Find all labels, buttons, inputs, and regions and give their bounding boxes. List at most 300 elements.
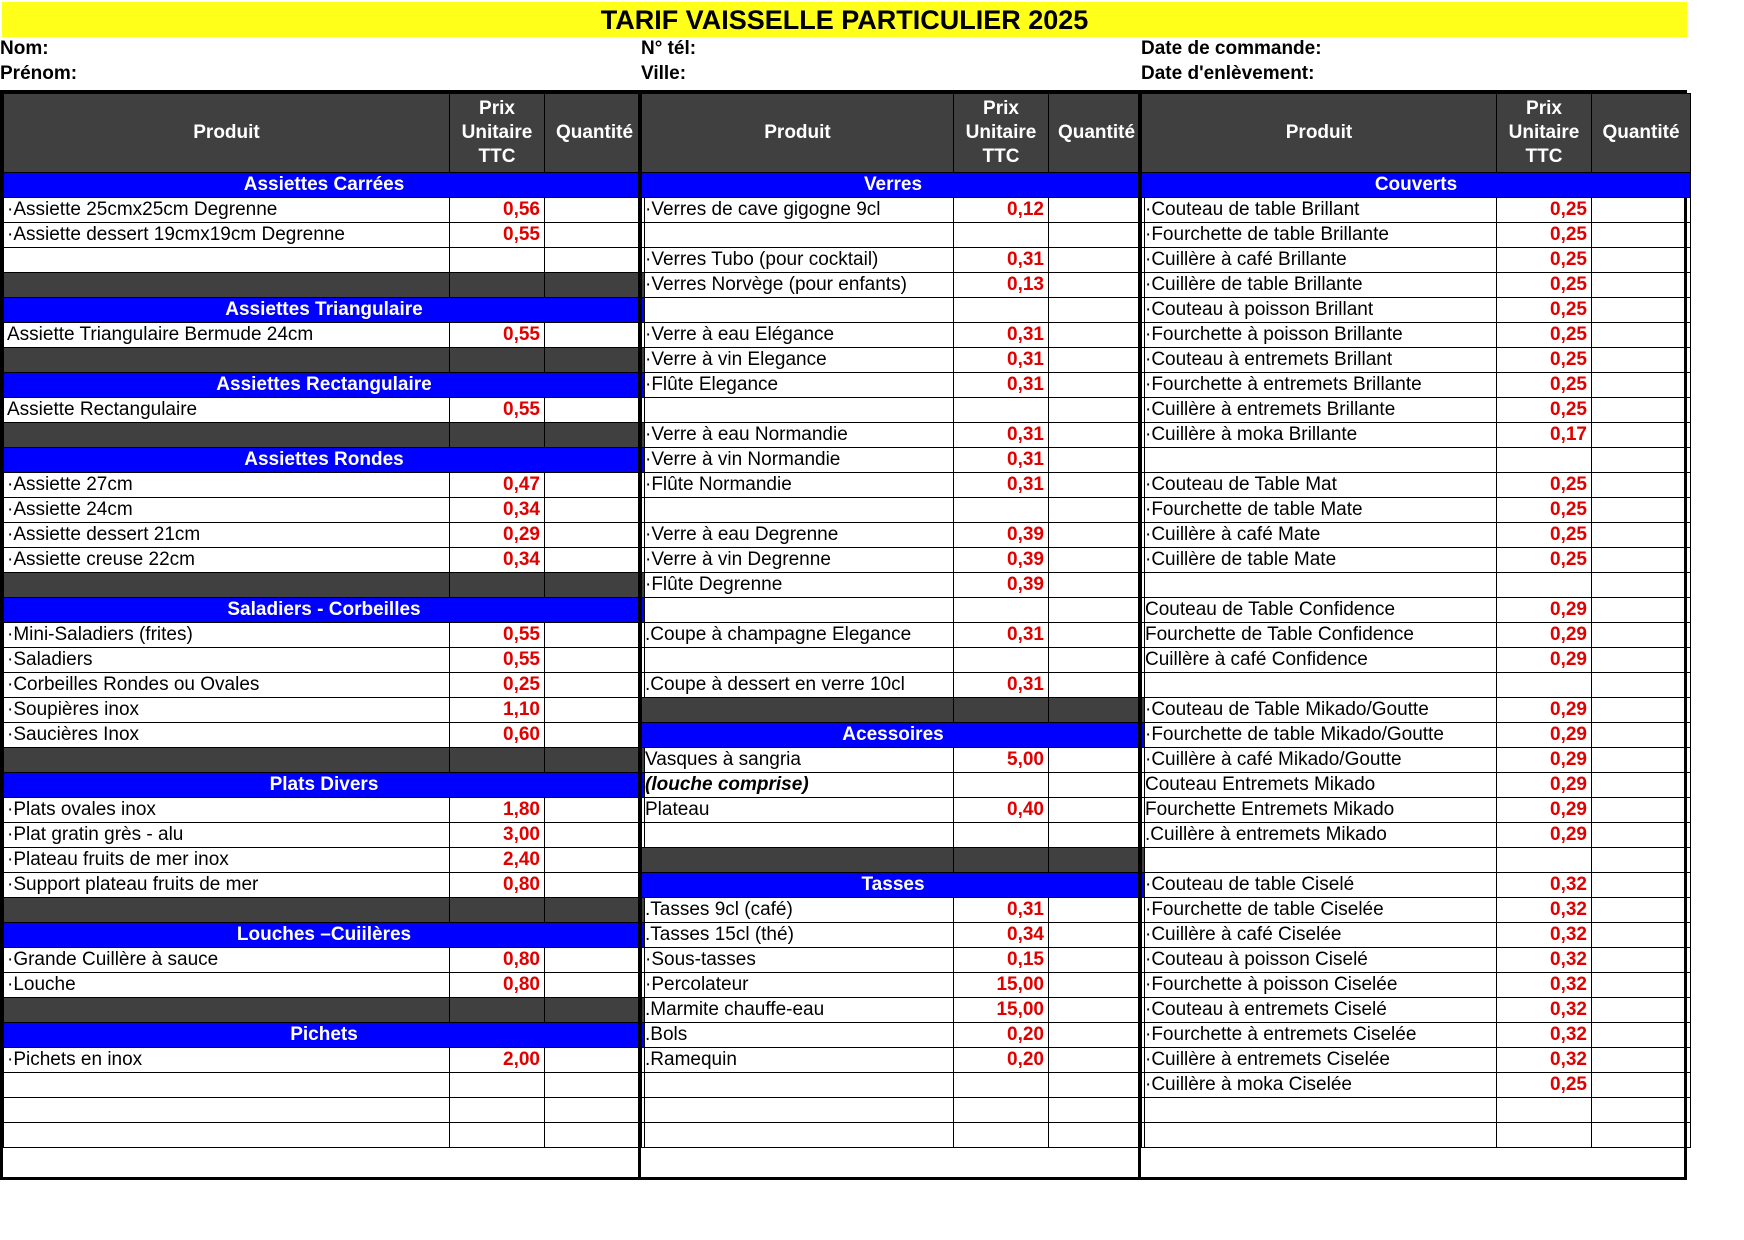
empty-price-cell	[954, 223, 1049, 248]
empty-price-cell	[1497, 448, 1592, 473]
quantity-cell[interactable]	[1592, 423, 1691, 448]
quantity-cell[interactable]	[545, 398, 645, 423]
product-name: ·Sous-tasses	[642, 948, 954, 973]
product-name: ·Plat gratin grès - alu	[4, 823, 450, 848]
quantity-cell[interactable]	[1592, 648, 1691, 673]
quantity-cell[interactable]	[545, 823, 645, 848]
product-name: Couteau Entremets Mikado	[1142, 773, 1497, 798]
unit-price: 0,17	[1497, 423, 1592, 448]
unit-price: 0,60	[450, 723, 545, 748]
quantity-cell[interactable]	[1592, 973, 1691, 998]
table-header-row	[642, 94, 1145, 173]
quantity-cell[interactable]	[1592, 198, 1691, 223]
separator-cell	[4, 348, 450, 373]
unit-price: 0,31	[954, 248, 1049, 273]
unit-price: 0,29	[1497, 823, 1592, 848]
quantity-cell[interactable]	[1592, 373, 1691, 398]
product-row	[1142, 648, 1691, 673]
empty-product-cell	[642, 1073, 954, 1098]
unit-price: 0,29	[1497, 798, 1592, 823]
quantity-cell[interactable]	[1049, 423, 1145, 448]
quantity-cell[interactable]	[1049, 348, 1145, 373]
quantity-cell[interactable]	[1592, 723, 1691, 748]
product-row	[1142, 948, 1691, 973]
unit-price: 0,25	[1497, 1073, 1592, 1098]
quantity-cell[interactable]	[1049, 323, 1145, 348]
quantity-cell[interactable]	[1049, 473, 1145, 498]
quantity-cell[interactable]	[545, 223, 645, 248]
product-row	[642, 998, 1145, 1023]
quantity-cell[interactable]	[1592, 498, 1691, 523]
unit-price: 0,29	[1497, 698, 1592, 723]
product-name: ·Cuillère à entremets Brillante	[1142, 398, 1497, 423]
product-name: ·Plateau fruits de mer inox	[4, 848, 450, 873]
quantity-cell[interactable]	[1592, 673, 1691, 698]
quantity-cell[interactable]	[545, 673, 645, 698]
empty-row	[1142, 573, 1691, 598]
quantity-cell[interactable]	[545, 1048, 645, 1073]
separator-cell	[545, 573, 645, 598]
quantity-cell[interactable]	[1049, 1098, 1145, 1123]
product-name: ·Couteau de Table Mikado/Goutte	[1142, 698, 1497, 723]
empty-row	[1142, 1098, 1691, 1123]
quantity-cell[interactable]	[1592, 923, 1691, 948]
quantity-cell[interactable]	[1592, 873, 1691, 898]
product-row	[1142, 1023, 1691, 1048]
quantity-cell[interactable]	[1049, 773, 1145, 798]
quantity-cell[interactable]	[1049, 998, 1145, 1023]
separator-cell	[642, 848, 954, 873]
quantity-cell[interactable]	[1592, 598, 1691, 623]
product-name: ·Fourchette à poisson Ciselée	[1142, 973, 1497, 998]
unit-price: 0,25	[1497, 273, 1592, 298]
empty-row	[642, 298, 1145, 323]
unit-price: 0,29	[1497, 773, 1592, 798]
product-name: Couteau de Table Confidence	[1142, 598, 1497, 623]
empty-row	[642, 1123, 1145, 1148]
quantity-cell[interactable]	[1049, 298, 1145, 323]
unit-price: 0,32	[1497, 1048, 1592, 1073]
product-name: .Cuillère à entremets Mikado	[1142, 823, 1497, 848]
section-tasses	[642, 873, 1145, 898]
unit-price: 0,80	[450, 973, 545, 998]
quantity-cell[interactable]	[1049, 823, 1145, 848]
separator-row	[642, 848, 1145, 873]
product-row	[4, 948, 645, 973]
quantity-cell[interactable]	[1592, 448, 1691, 473]
header-prix-line: Unitaire	[965, 122, 1037, 143]
quantity-cell[interactable]	[1049, 623, 1145, 648]
quantity-cell[interactable]	[1049, 273, 1145, 298]
unit-price	[954, 773, 1049, 798]
empty-product-cell	[642, 823, 954, 848]
product-name: .Tasses 15cl (thé)	[642, 923, 954, 948]
product-name: ·Cuillère à café Mikado/Goutte	[1142, 748, 1497, 773]
quantity-cell[interactable]	[545, 648, 645, 673]
empty-product-cell	[642, 598, 954, 623]
quantity-cell[interactable]	[1592, 898, 1691, 923]
unit-price: 0,25	[1497, 398, 1592, 423]
product-row	[1142, 223, 1691, 248]
separator-cell	[450, 898, 545, 923]
quantity-cell[interactable]	[545, 1098, 645, 1123]
quantity-cell[interactable]	[1592, 523, 1691, 548]
header-prix-line: TTC	[478, 146, 516, 167]
quantity-cell[interactable]	[545, 698, 645, 723]
product-row	[4, 973, 645, 998]
unit-price: 0,31	[954, 423, 1049, 448]
header-prix-line: TTC	[1525, 146, 1563, 167]
empty-row	[4, 1073, 645, 1098]
product-row	[1142, 698, 1691, 723]
product-row	[642, 373, 1145, 398]
quantity-cell[interactable]	[1049, 948, 1145, 973]
product-row	[1142, 273, 1691, 298]
quantity-cell[interactable]	[545, 548, 645, 573]
unit-price: 0,31	[954, 623, 1049, 648]
quantity-cell[interactable]	[1592, 698, 1691, 723]
product-name: ·Cuillère à café Brillante	[1142, 248, 1497, 273]
product-row	[4, 198, 645, 223]
quantity-cell[interactable]	[545, 323, 645, 348]
quantity-cell[interactable]	[1592, 323, 1691, 348]
quantity-cell[interactable]	[1049, 673, 1145, 698]
empty-product-cell	[4, 248, 450, 273]
empty-product-cell	[642, 1123, 954, 1148]
product-row	[1142, 348, 1691, 373]
unit-price: 0,34	[450, 498, 545, 523]
separator-cell	[4, 273, 450, 298]
empty-price-cell	[954, 1073, 1049, 1098]
unit-price: 0,55	[450, 398, 545, 423]
unit-price: 0,32	[1497, 998, 1592, 1023]
unit-price: 0,55	[450, 623, 545, 648]
product-name: ·Fourchette à poisson Brillante	[1142, 323, 1497, 348]
product-name: ·Flûte Elegance	[642, 373, 954, 398]
unit-price: 2,00	[450, 1048, 545, 1073]
quantity-cell[interactable]	[1592, 1098, 1691, 1123]
product-row	[1142, 798, 1691, 823]
quantity-cell[interactable]	[545, 473, 645, 498]
product-row	[642, 948, 1145, 973]
unit-price: 0,34	[954, 923, 1049, 948]
product-row	[1142, 323, 1691, 348]
product-name: ·Fourchette à entremets Ciselée	[1142, 1023, 1497, 1048]
header-prix-unitaire-ttc	[954, 94, 1049, 173]
quantity-cell[interactable]	[1049, 548, 1145, 573]
unit-price: 0,47	[450, 473, 545, 498]
product-row	[4, 823, 645, 848]
quantity-cell[interactable]	[1049, 648, 1145, 673]
product-name: ·Plats ovales inox	[4, 798, 450, 823]
separator-cell	[545, 423, 645, 448]
quantity-cell[interactable]	[1049, 248, 1145, 273]
product-row	[1142, 1048, 1691, 1073]
unit-price: 0,25	[1497, 198, 1592, 223]
empty-product-cell	[642, 298, 954, 323]
separator-cell	[545, 748, 645, 773]
empty-product-cell	[1142, 1123, 1497, 1148]
quantity-cell[interactable]	[1049, 1123, 1145, 1148]
unit-price: 0,25	[1497, 323, 1592, 348]
quantity-cell[interactable]	[1592, 798, 1691, 823]
product-row	[1142, 723, 1691, 748]
product-row	[1142, 373, 1691, 398]
quantity-cell[interactable]	[1592, 998, 1691, 1023]
product-row	[4, 473, 645, 498]
empty-product-cell	[642, 398, 954, 423]
separator-cell	[4, 573, 450, 598]
unit-price: 0,31	[954, 473, 1049, 498]
product-row	[642, 348, 1145, 373]
section-louches-cuiileres	[4, 923, 645, 948]
separator-cell	[450, 423, 545, 448]
separator-cell	[450, 273, 545, 298]
product-name: ·Couteau à poisson Ciselé	[1142, 948, 1497, 973]
section-assiettes-triangulaire	[4, 298, 645, 323]
unit-price: 0,80	[450, 873, 545, 898]
unit-price: 5,00	[954, 748, 1049, 773]
quantity-cell[interactable]	[545, 848, 645, 873]
separator-row	[4, 748, 645, 773]
separator-row	[4, 898, 645, 923]
product-row	[642, 623, 1145, 648]
quantity-cell[interactable]	[1049, 923, 1145, 948]
unit-price: 0,39	[954, 573, 1049, 598]
quantity-cell[interactable]	[1592, 1073, 1691, 1098]
empty-row	[642, 1098, 1145, 1123]
quantity-cell[interactable]	[1592, 848, 1691, 873]
quantity-cell[interactable]	[1049, 598, 1145, 623]
unit-price: 0,25	[1497, 248, 1592, 273]
header-quantite: Quantité	[1049, 94, 1145, 173]
product-row	[642, 248, 1145, 273]
empty-price-cell	[954, 498, 1049, 523]
quantity-cell[interactable]	[545, 623, 645, 648]
product-name: (louche comprise)	[642, 773, 954, 798]
product-row	[1142, 473, 1691, 498]
product-name: ·Louche	[4, 973, 450, 998]
empty-price-cell	[1497, 573, 1592, 598]
quantity-cell[interactable]	[1592, 773, 1691, 798]
product-name: ·Fourchette de table Mate	[1142, 498, 1497, 523]
quantity-cell[interactable]	[1592, 1048, 1691, 1073]
product-row	[642, 573, 1145, 598]
product-name: .Ramequin	[642, 1048, 954, 1073]
empty-price-cell	[1497, 1098, 1592, 1123]
product-row	[1142, 898, 1691, 923]
product-name: ·Mini-Saladiers (frites)	[4, 623, 450, 648]
separator-cell	[545, 273, 645, 298]
quantity-cell[interactable]	[545, 873, 645, 898]
quantity-cell[interactable]	[1592, 573, 1691, 598]
quantity-cell[interactable]	[1049, 373, 1145, 398]
product-row	[642, 798, 1145, 823]
quantity-cell[interactable]	[1592, 1023, 1691, 1048]
product-name: ·Assiette 25cmx25cm Degrenne	[4, 198, 450, 223]
quantity-cell[interactable]	[1049, 223, 1145, 248]
section-title: Plats Divers	[4, 773, 645, 798]
unit-price: 0,55	[450, 648, 545, 673]
quantity-cell[interactable]	[1049, 1073, 1145, 1098]
quantity-cell[interactable]	[1592, 823, 1691, 848]
header-quantite: Quantité	[545, 94, 645, 173]
empty-row	[4, 1098, 645, 1123]
empty-product-cell	[4, 1073, 450, 1098]
product-row	[642, 548, 1145, 573]
page-title: TARIF VAISSELLE PARTICULIER 2025	[2, 2, 1687, 37]
product-name: ·Couteau à entremets Ciselé	[1142, 998, 1497, 1023]
product-row	[4, 723, 645, 748]
quantity-cell[interactable]	[1049, 498, 1145, 523]
product-row	[4, 323, 645, 348]
quantity-cell[interactable]	[545, 1073, 645, 1098]
empty-price-cell	[1497, 848, 1592, 873]
unit-price: 0,29	[1497, 723, 1592, 748]
product-name: ·Verre à eau Elégance	[642, 323, 954, 348]
product-row	[1142, 773, 1691, 798]
quantity-cell[interactable]	[545, 948, 645, 973]
quantity-cell[interactable]	[1592, 473, 1691, 498]
product-name: .Bols	[642, 1023, 954, 1048]
quantity-cell[interactable]	[545, 723, 645, 748]
product-row	[4, 623, 645, 648]
product-name: ·Cuillère à café Mate	[1142, 523, 1497, 548]
product-row	[1142, 498, 1691, 523]
label-ville: Ville:	[641, 63, 687, 84]
product-row	[4, 498, 645, 523]
quantity-cell[interactable]	[1592, 273, 1691, 298]
product-row	[642, 973, 1145, 998]
product-name: ·Verres de cave gigogne 9cl	[642, 198, 954, 223]
section-title: Assiettes Triangulaire	[4, 298, 645, 323]
product-name: ·Verre à vin Degrenne	[642, 548, 954, 573]
quantity-cell[interactable]	[1049, 1048, 1145, 1073]
empty-product-cell	[642, 648, 954, 673]
product-name: ·Fourchette à entremets Brillante	[1142, 373, 1497, 398]
unit-price: 15,00	[954, 998, 1049, 1023]
quantity-cell[interactable]	[1592, 248, 1691, 273]
product-name: Fourchette de Table Confidence	[1142, 623, 1497, 648]
separator-row	[642, 698, 1145, 723]
unit-price: 0,29	[1497, 748, 1592, 773]
product-name: ·Cuillère à café Ciselée	[1142, 923, 1497, 948]
quantity-cell[interactable]	[1049, 398, 1145, 423]
empty-price-cell	[954, 298, 1049, 323]
section-assiettes-rondes	[4, 448, 645, 473]
unit-price: 0,80	[450, 948, 545, 973]
table-header-row	[4, 94, 645, 173]
quantity-cell[interactable]	[1592, 223, 1691, 248]
separator-cell	[954, 698, 1049, 723]
product-name: .Marmite chauffe-eau	[642, 998, 954, 1023]
unit-price: 0,31	[954, 448, 1049, 473]
section-title: Couverts	[1142, 173, 1691, 198]
quantity-cell[interactable]	[545, 248, 645, 273]
quantity-cell[interactable]	[1592, 398, 1691, 423]
unit-price: 0,25	[450, 673, 545, 698]
quantity-cell[interactable]	[1049, 573, 1145, 598]
product-name: ·Corbeilles Rondes ou Ovales	[4, 673, 450, 698]
header-prix-line: Unitaire	[1508, 122, 1580, 143]
quantity-cell[interactable]	[1592, 748, 1691, 773]
quantity-cell[interactable]	[1592, 948, 1691, 973]
quantity-cell[interactable]	[1049, 748, 1145, 773]
empty-product-cell	[1142, 573, 1497, 598]
quantity-cell[interactable]	[1592, 1123, 1691, 1148]
empty-row	[642, 498, 1145, 523]
product-row	[1142, 923, 1691, 948]
product-row	[642, 1048, 1145, 1073]
quantity-cell[interactable]	[1592, 298, 1691, 323]
product-row	[642, 1023, 1145, 1048]
product-name: ·Couteau de table Brillant	[1142, 198, 1497, 223]
product-name: Assiette Triangulaire Bermude 24cm	[4, 323, 450, 348]
empty-product-cell	[1142, 448, 1497, 473]
section-pichets	[4, 1023, 645, 1048]
product-name: ·Couteau à poisson Brillant	[1142, 298, 1497, 323]
quantity-cell[interactable]	[545, 498, 645, 523]
header-produit: Produit	[4, 94, 450, 173]
quantity-cell[interactable]	[545, 973, 645, 998]
product-row	[1142, 1073, 1691, 1098]
quantity-cell[interactable]	[1049, 198, 1145, 223]
product-row	[1142, 598, 1691, 623]
quantity-cell[interactable]	[1592, 348, 1691, 373]
product-name: ·Cuillère de table Brillante	[1142, 273, 1497, 298]
quantity-cell[interactable]	[1592, 548, 1691, 573]
quantity-cell[interactable]	[545, 523, 645, 548]
separator-cell	[1049, 698, 1145, 723]
empty-row	[642, 598, 1145, 623]
empty-price-cell	[954, 398, 1049, 423]
quantity-cell[interactable]	[1049, 448, 1145, 473]
product-row	[4, 848, 645, 873]
quantity-cell[interactable]	[1049, 798, 1145, 823]
quantity-cell[interactable]	[1049, 1023, 1145, 1048]
quantity-cell[interactable]	[1049, 973, 1145, 998]
product-row	[4, 798, 645, 823]
product-name: ·Couteau de Table Mat	[1142, 473, 1497, 498]
unit-price: 3,00	[450, 823, 545, 848]
product-row	[642, 748, 1145, 773]
quantity-cell[interactable]	[545, 198, 645, 223]
product-name: ·Assiette dessert 19cmx19cm Degrenne	[4, 223, 450, 248]
quantity-cell[interactable]	[545, 1123, 645, 1148]
empty-product-cell	[4, 1123, 450, 1148]
section-couverts	[1142, 173, 1691, 198]
product-row	[642, 523, 1145, 548]
separator-cell	[545, 348, 645, 373]
product-name: ·Cuillère à entremets Ciselée	[1142, 1048, 1497, 1073]
product-name: ·Fourchette de table Brillante	[1142, 223, 1497, 248]
empty-price-cell	[954, 1098, 1049, 1123]
separator-cell	[4, 898, 450, 923]
empty-row	[4, 248, 645, 273]
unit-price: 1,10	[450, 698, 545, 723]
unit-price: 0,15	[954, 948, 1049, 973]
product-row	[4, 698, 645, 723]
quantity-cell[interactable]	[1592, 623, 1691, 648]
empty-product-cell	[4, 1098, 450, 1123]
quantity-cell[interactable]	[1049, 523, 1145, 548]
empty-price-cell	[954, 648, 1049, 673]
quantity-cell[interactable]	[1049, 898, 1145, 923]
section-title: Pichets	[4, 1023, 645, 1048]
empty-product-cell	[642, 1098, 954, 1123]
quantity-cell[interactable]	[545, 798, 645, 823]
separator-cell	[450, 348, 545, 373]
